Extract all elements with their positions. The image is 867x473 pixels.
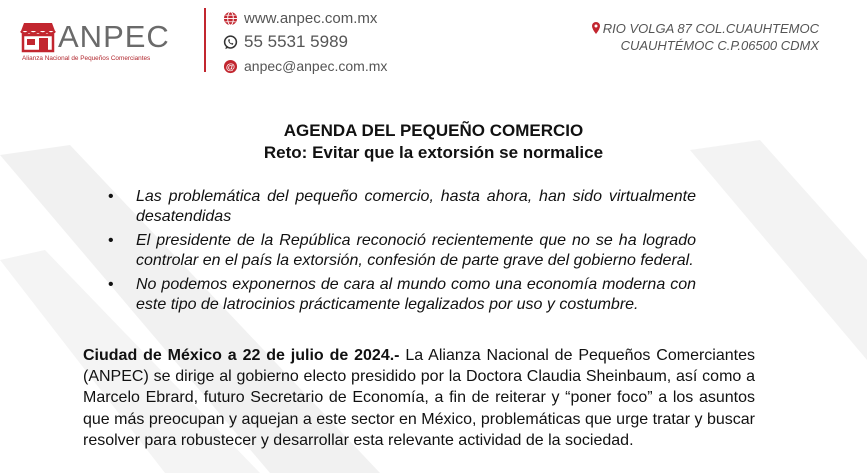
address-block — [591, 20, 819, 54]
contact-phone — [223, 30, 387, 54]
storefront-icon — [20, 21, 56, 53]
contact-website — [223, 6, 387, 30]
list-item: • No podemos exponernos de cara al mundo como una economía moderna con este tipo de latrocinios prácticamente legalizados por uso y costumbre. — [136, 275, 696, 315]
anpec-logo — [20, 18, 190, 63]
logo-subtitle: Alianza Nacional de Pequeños Comerciantes — [22, 55, 151, 62]
address-line-2: CUAUHTÉMOC C.P.06500 CDMX — [620, 38, 819, 53]
logo-wordmark: ANPEC — [58, 19, 170, 54]
header-divider — [204, 8, 206, 72]
at-icon — [223, 59, 238, 74]
list-item: • El presidente de la República reconoció recientemente que no se ha logrado controlar en el país la extorsión, confesión de parte grave del gobierno federal. — [136, 231, 696, 271]
contact-email — [223, 54, 387, 78]
contact-block — [223, 6, 387, 78]
globe-icon — [223, 11, 238, 26]
body-paragraph — [83, 345, 755, 451]
website-link[interactable]: www.anpec.com.mx — [244, 9, 378, 27]
paragraph-text: La Alianza Nacional de Pequeños Comerciantes (ANPEC) se dirige al gobierno electo presidido por la Doctora Claudia Sheinbaum, así como a Marcelo Ebrard, futuro Secretario de Economía, a fin de reiterar y “poner foco” a los asuntos que más preocupan y aquejan a este sector en México, problemáticas que urge tratar y buscar resolver para robustecer y desarrollar esta relevante actividad de la sociedad. — [83, 347, 755, 449]
email-link[interactable]: anpec@anpec.com.mx — [244, 58, 388, 74]
svg-text:@: @ — [225, 61, 236, 72]
key-points-list — [136, 187, 696, 319]
list-item: • Las problemática del pequeño comercio, hasta ahora, han sido virtualmente desatendidas — [136, 187, 696, 227]
paragraph-dateline: Ciudad de México a 22 de julio de 2024.- — [83, 347, 400, 364]
document-title: AGENDA DEL PEQUEÑO COMERCIO — [283, 121, 584, 140]
address-line-1: RIO VOLGA 87 COL.CUAUHTEMOC — [591, 20, 819, 37]
location-pin-icon — [591, 22, 601, 34]
whatsapp-icon — [223, 35, 238, 50]
phone-number[interactable]: 55 5531 5989 — [244, 32, 348, 51]
document-subtitle: Reto: Evitar que la extorsión se normalice — [263, 143, 604, 162]
